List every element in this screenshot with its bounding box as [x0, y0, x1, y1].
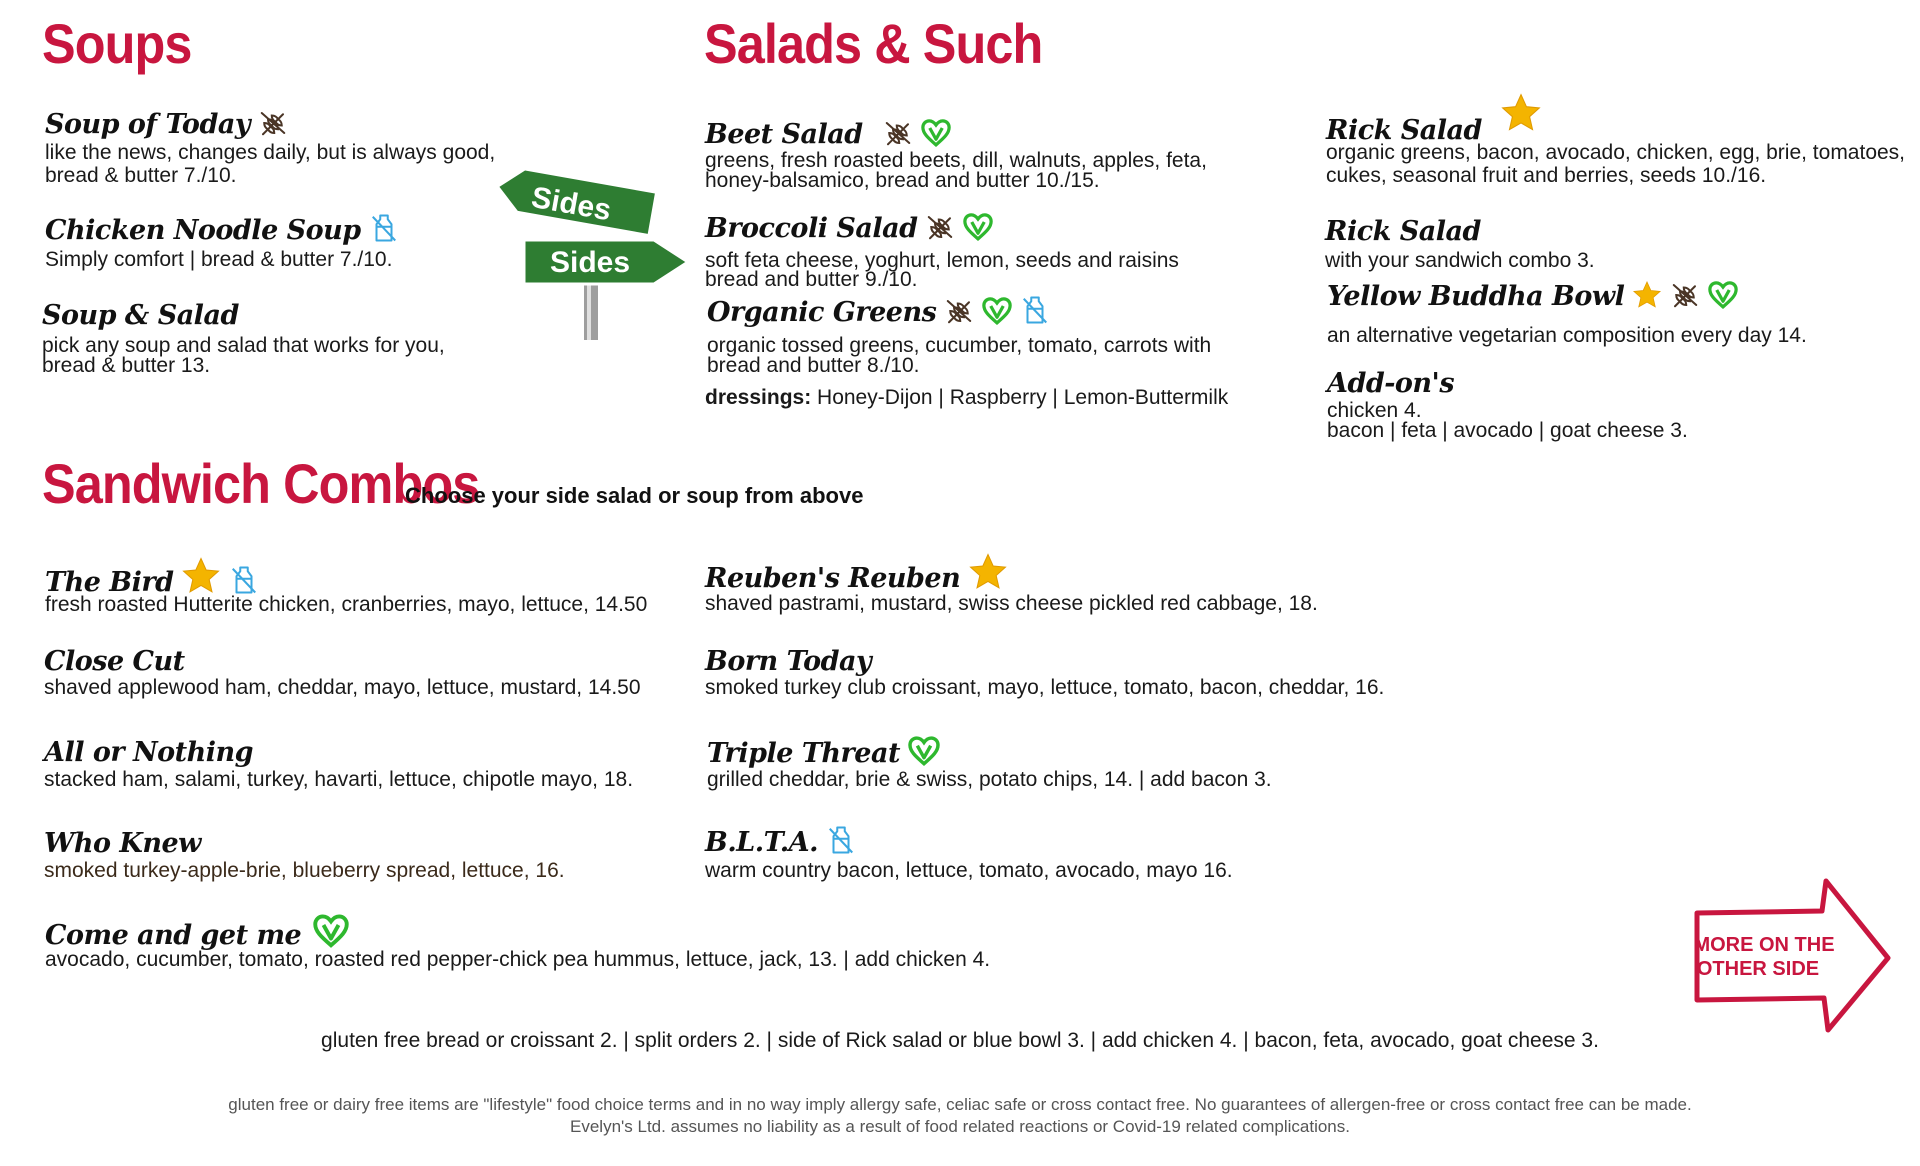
item-description: with your sandwich combo 3.	[1325, 249, 1595, 272]
gluten-free-icon	[883, 118, 913, 148]
item-description: pick any soup and salad that works for you,	[42, 334, 445, 357]
vegan-heart-icon	[1708, 280, 1738, 310]
star-icon	[181, 556, 221, 596]
menu-item-come-and-get-me	[45, 913, 349, 949]
item-description: greens, fresh roasted beets, dill, walnuts, apples, feta,	[705, 149, 1207, 172]
item-title: Who Knew	[44, 828, 201, 859]
gluten-free-icon	[258, 108, 288, 138]
item-description: chicken 4.	[1327, 399, 1422, 422]
disclaimer-line-1: gluten free or dairy free items are "lifestyle" food choice terms and in no way imply allergy safe, celiac safe or cross contact free. No guarantees of allergen-free or cross contact free can be made.	[228, 1095, 1692, 1114]
menu-item-soup-and-salad	[42, 302, 239, 329]
vegan-heart-icon	[313, 913, 349, 949]
item-title: Born Today	[705, 646, 872, 677]
dressings-value: Honey-Dijon | Raspberry | Lemon-Buttermilk	[811, 386, 1229, 409]
sign-text-bottom: Sides	[549, 246, 631, 279]
star-icon	[1632, 280, 1662, 310]
vegan-heart-icon	[963, 212, 993, 242]
item-title: Triple Threat	[707, 738, 900, 769]
item-description: bacon | feta | avocado | goat cheese 3.	[1327, 419, 1688, 442]
item-description: smoked turkey-apple-brie, blueberry spread, lettuce, 16.	[44, 859, 565, 882]
item-description: avocado, cucumber, tomato, roasted red pepper-chick pea hummus, lettuce, jack, 13. | add chicken 4.	[45, 948, 991, 971]
item-description: stacked ham, salami, turkey, havarti, lettuce, chipotle mayo, 18.	[44, 768, 634, 791]
menu-item-all-or-nothing	[44, 739, 253, 766]
vegan-heart-icon	[908, 735, 940, 767]
item-description: cukes, seasonal fruit and berries, seeds 10./16.	[1326, 164, 1767, 187]
menu-item-born-today	[705, 648, 871, 675]
menu-item-broccoli-salad	[705, 212, 993, 242]
item-description: bread & butter 7./10.	[45, 164, 237, 187]
item-description: soft feta cheese, yoghurt, lemon, seeds and raisins	[705, 249, 1179, 272]
sign-text-top: Sides	[528, 180, 614, 228]
vegan-heart-icon	[982, 296, 1012, 326]
item-description: bread and butter 8./10.	[707, 354, 920, 377]
salads-heading: Salads & Such	[704, 12, 1043, 75]
dressings-line	[705, 386, 1228, 409]
item-description: grilled cheddar, brie & swiss, potato chips, 14. | add bacon 3.	[707, 768, 1272, 791]
item-title: The Bird	[45, 567, 174, 598]
sandwich-combos-heading: Sandwich Combos	[42, 452, 480, 515]
item-description: smoked turkey club croissant, mayo, lettuce, tomato, bacon, cheddar, 16.	[705, 676, 1385, 699]
item-title: Yellow Buddha Bowl	[1327, 281, 1625, 312]
item-title: Beet Salad	[705, 119, 863, 150]
item-description: shaved pastrami, mustard, swiss cheese pickled red cabbage, 18.	[705, 592, 1318, 615]
item-description: an alternative vegetarian composition every day 14.	[1327, 324, 1807, 347]
item-description: bread and butter 9./10.	[705, 268, 918, 291]
star-icon	[1500, 92, 1542, 134]
item-description: warm country bacon, lettuce, tomato, avocado, mayo 16.	[705, 859, 1233, 882]
item-description: bread & butter 13.	[42, 354, 211, 377]
item-title: Close Cut	[44, 646, 185, 677]
more-sign-line2: OTHER SIDE	[1696, 958, 1820, 980]
menu-item-chicken-noodle-soup	[45, 212, 399, 244]
item-title: B.L.T.A.	[705, 827, 818, 858]
item-title: Soup of Today	[45, 109, 251, 140]
item-description: organic greens, bacon, avocado, chicken, egg, brie, tomatoes,	[1326, 141, 1906, 164]
gluten-free-icon	[944, 296, 974, 326]
menu-item-close-cut	[44, 648, 185, 675]
street-sign-icon	[494, 170, 694, 342]
menu-item-rick-salad-combo	[1325, 218, 1481, 245]
star-icon	[968, 552, 1008, 592]
menu-item-rick-salad	[1326, 92, 1542, 146]
extras-line: gluten free bread or croissant 2. | split orders 2. | side of Rick salad or blue bowl 3. | add chicken 4. | bacon, feta, avocado, goat cheese 3.	[321, 1029, 1599, 1052]
menu-item-reubens-reuben	[705, 552, 1008, 592]
dairy-free-bottle-icon	[1020, 294, 1050, 326]
item-description: shaved applewood ham, cheddar, mayo, lettuce, mustard, 14.50	[44, 676, 641, 699]
item-title: Reuben's Reuben	[705, 563, 961, 594]
disclaimer-line-2: Evelyn's Ltd. assumes no liability as a result of food related reactions or Covid-19 related complications.	[570, 1117, 1350, 1136]
dairy-free-bottle-icon	[369, 212, 399, 244]
menu-item-yellow-buddha-bowl	[1327, 280, 1738, 310]
soups-heading: Soups	[42, 12, 192, 75]
menu-item-the-bird	[45, 556, 259, 596]
arrow-sign-icon	[1692, 878, 1892, 1036]
menu-item-soup-of-today	[45, 108, 288, 138]
menu-item-triple-threat	[707, 735, 940, 767]
item-title: Organic Greens	[707, 297, 937, 328]
item-description: fresh roasted Hutterite chicken, cranberries, mayo, lettuce, 14.50	[45, 593, 648, 616]
item-description: organic tossed greens, cucumber, tomato, carrots with	[707, 334, 1212, 357]
item-title: Rick Salad	[1326, 115, 1482, 146]
dairy-free-bottle-icon	[229, 564, 259, 596]
sandwich-subheading: Choose your side salad or soup from above	[405, 483, 864, 508]
vegan-heart-icon	[921, 118, 951, 148]
item-title: Come and get me	[45, 920, 302, 951]
menu-item-who-knew	[44, 830, 201, 857]
item-title: Broccoli Salad	[705, 213, 918, 244]
item-title: Rick Salad	[1325, 216, 1481, 247]
item-title: Add-on's	[1327, 368, 1455, 399]
item-description: honey-balsamico, bread and butter 10./15.	[705, 169, 1100, 192]
dressings-label: dressings:	[705, 386, 812, 409]
menu-item-organic-greens	[707, 294, 1050, 326]
item-title: All or Nothing	[44, 737, 254, 768]
dairy-free-bottle-icon	[826, 824, 856, 856]
item-description: Simply comfort | bread & butter 7./10.	[45, 248, 393, 271]
item-title: Chicken Noodle Soup	[45, 215, 361, 246]
menu-item-beet-salad	[705, 118, 951, 148]
menu-item-blta	[705, 824, 856, 856]
gluten-free-icon	[925, 212, 955, 242]
item-title: Soup & Salad	[42, 300, 239, 331]
more-sign-line1: MORE ON THE	[1693, 934, 1835, 956]
menu-item-add-ons	[1327, 370, 1454, 397]
gluten-free-icon	[1670, 280, 1700, 310]
item-description: like the news, changes daily, but is always good,	[45, 141, 496, 164]
